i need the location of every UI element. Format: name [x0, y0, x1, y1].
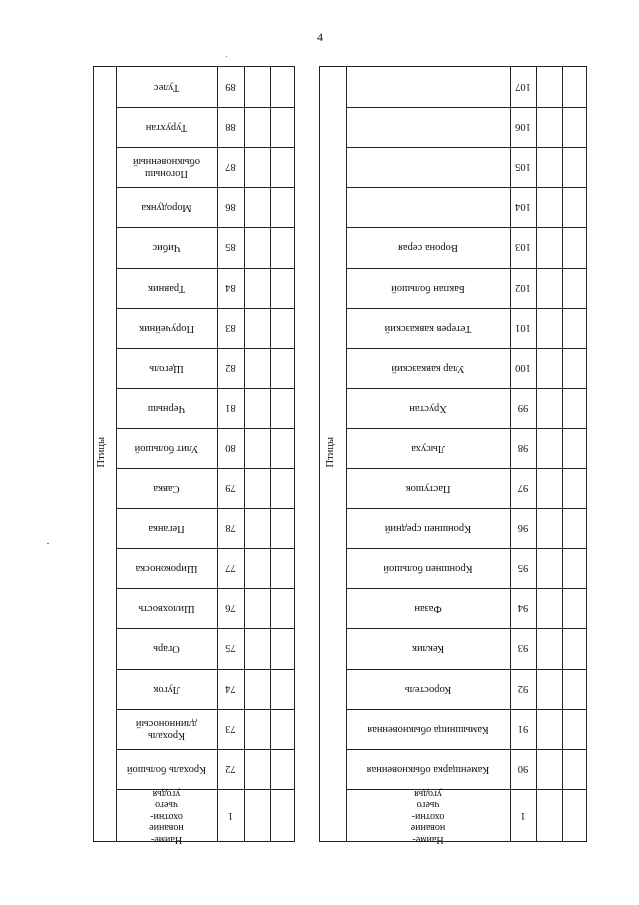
- species-name: Лугок: [153, 683, 180, 695]
- corner-label-line: Наиме-: [150, 833, 183, 845]
- species-name: Щеголь: [149, 362, 184, 374]
- species-number: 80: [225, 442, 236, 454]
- species-number: 100: [515, 362, 531, 374]
- table-header-birds: Птицы: [325, 437, 336, 468]
- corner-divider: [116, 789, 294, 790]
- corner-label-line: нование: [149, 822, 184, 834]
- species-name: Кроншнеп средний: [384, 523, 472, 535]
- species-number: 73: [225, 723, 236, 735]
- species-name: Бакпан большой: [391, 282, 465, 294]
- species-number: 106: [515, 121, 531, 133]
- scan-mark: [47, 543, 49, 544]
- species-name: Лысуха: [411, 442, 445, 454]
- species-name: Улар кавказский: [391, 362, 465, 374]
- species-name: Турухтан: [145, 122, 188, 134]
- right-table: [319, 66, 587, 845]
- species-number: 79: [225, 482, 236, 494]
- species-number: 88: [225, 121, 236, 133]
- table-header-birds: Птицы: [96, 437, 107, 468]
- column-divider: [536, 67, 537, 841]
- species-name: Кеклик: [411, 643, 445, 655]
- species-number: 87: [225, 161, 236, 173]
- species-number: 107: [515, 81, 531, 93]
- species-name: Огарь: [153, 643, 180, 655]
- column-divider: [562, 67, 563, 841]
- corner-label: [348, 787, 508, 845]
- species-number: 94: [517, 602, 529, 614]
- species-number: 104: [515, 201, 531, 213]
- species-number: 89: [225, 81, 236, 93]
- species-name: Мородунка: [141, 202, 192, 214]
- column-divider: [244, 67, 245, 841]
- left-table: [93, 66, 295, 845]
- corner-label-line: нование: [410, 822, 446, 834]
- species-name: Кроншнеп большой: [383, 563, 473, 575]
- corner-label-line: угодья: [152, 787, 181, 799]
- species-number: 72: [225, 763, 236, 775]
- species-name: [348, 68, 508, 106]
- species-number: 93: [517, 642, 529, 654]
- species-number: 75: [225, 642, 236, 654]
- species-name: Камышница обыкновенная: [367, 723, 489, 735]
- species-name: Фазан: [414, 603, 442, 615]
- species-number: 74: [225, 683, 236, 695]
- species-name: Черныш: [147, 402, 186, 414]
- species-name: Пастушок: [405, 483, 451, 495]
- species-number: 99: [517, 402, 529, 414]
- corner-number: 1: [227, 810, 234, 822]
- species-name: Тулес: [153, 82, 180, 94]
- species-name: Савка: [153, 483, 180, 495]
- species-number: 103: [515, 241, 531, 253]
- species-name: Погоныш обыкновенный: [132, 156, 201, 180]
- species-name: Коростель: [404, 683, 452, 695]
- species-number: 92: [517, 683, 529, 695]
- corner-number: 1: [520, 810, 526, 822]
- species-number: 81: [225, 402, 236, 414]
- column-divider: [346, 67, 347, 841]
- corner-label-line: Наиме-: [412, 833, 444, 845]
- species-name: Широконоска: [135, 563, 198, 575]
- species-number: 77: [225, 562, 236, 574]
- species-name: Улит большой: [134, 442, 199, 454]
- species-number: 95: [517, 562, 529, 574]
- species-number: 96: [517, 522, 529, 534]
- species-number: 76: [225, 602, 236, 614]
- species-name: [348, 108, 508, 146]
- species-name: Пеганка: [148, 523, 185, 535]
- page-number: 4: [317, 30, 323, 44]
- species-number: 105: [515, 161, 531, 173]
- species-number: 91: [517, 723, 529, 735]
- species-name: Тетерев кавказский: [384, 322, 472, 334]
- corner-label-line: чьего: [416, 799, 440, 811]
- species-number: 90: [517, 763, 529, 775]
- column-divider: [270, 67, 271, 841]
- corner-label-line: чьего: [155, 799, 178, 811]
- species-name: Поручейник: [138, 322, 195, 334]
- species-name: Крохаль большой: [126, 763, 207, 775]
- column-divider: [116, 67, 117, 841]
- species-number: 85: [225, 241, 236, 253]
- species-name: [348, 148, 508, 186]
- species-number: 102: [515, 282, 531, 294]
- species-name: Крохаль длинноносый: [135, 717, 198, 741]
- species-name: Чибис: [152, 242, 181, 254]
- species-number: 101: [515, 322, 531, 334]
- corner-label-line: угодья: [414, 787, 442, 799]
- corner-divider: [346, 789, 586, 790]
- corner-label-line: охотни-: [150, 810, 183, 822]
- species-number: 97: [517, 482, 529, 494]
- species-number: 78: [225, 522, 236, 534]
- species-number: 84: [225, 282, 236, 294]
- corner-label-line: охотни-: [411, 810, 445, 822]
- species-number: 82: [225, 362, 236, 374]
- species-number: 98: [517, 442, 529, 454]
- species-name: Травник: [147, 282, 186, 294]
- species-number: 86: [225, 201, 236, 213]
- species-name: Шилохвость: [138, 603, 195, 615]
- corner-label: [118, 787, 215, 845]
- species-name: Ворона серая: [398, 242, 458, 254]
- species-number: 83: [225, 322, 236, 334]
- scan-mark: [226, 56, 227, 57]
- species-name: Хрустан: [409, 402, 447, 414]
- species-name: Каменщарка обыкновенная: [366, 763, 490, 775]
- species-name: [348, 188, 508, 226]
